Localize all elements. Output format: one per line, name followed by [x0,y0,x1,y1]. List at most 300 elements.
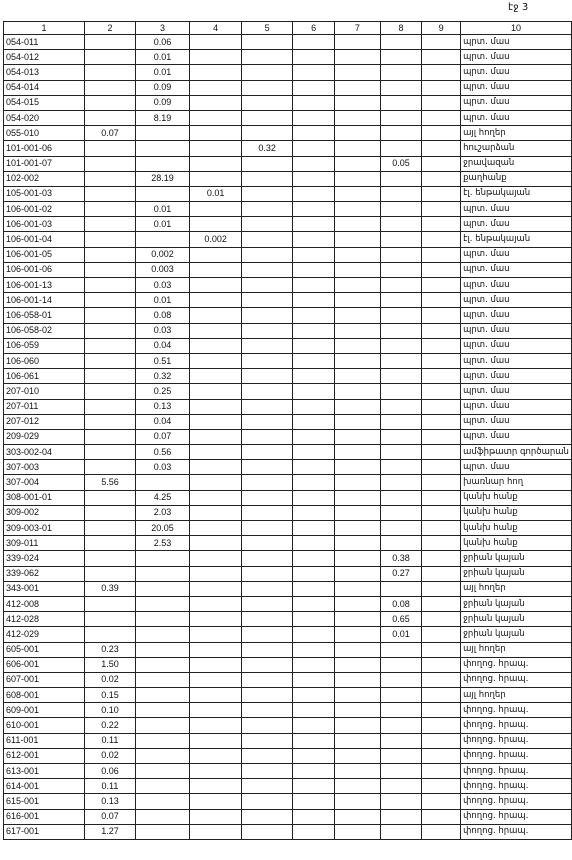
area-cell [242,171,293,186]
area-cell [380,308,421,323]
parcel-code-cell: 055-010 [4,126,85,141]
area-cell [293,338,335,353]
area-cell [242,612,293,627]
table-row [4,50,572,65]
area-cell [190,247,242,262]
land-use-cell: պրտ. մաս [461,293,572,308]
area-cell: 0.13 [84,794,135,809]
area-cell [335,353,381,368]
area-cell [293,445,335,460]
area-cell [293,186,335,201]
area-cell: 0.01 [190,186,242,201]
area-cell: 4.25 [135,490,189,505]
area-cell [190,65,242,80]
area-cell [335,110,381,125]
land-use-cell: այլ հողեր [461,688,572,703]
area-cell [335,50,381,65]
area-cell [380,642,421,657]
area-cell [422,171,461,186]
area-cell: 0.06 [84,764,135,779]
area-cell [135,794,189,809]
area-cell [135,703,189,718]
area-cell [190,414,242,429]
area-cell [242,414,293,429]
area-cell [242,293,293,308]
area-cell [190,460,242,475]
land-register-table [3,21,572,840]
area-cell [335,505,381,520]
area-cell [380,581,421,596]
table-row [4,490,572,505]
area-cell: 1.27 [84,824,135,839]
area-cell [293,536,335,551]
area-cell [135,186,189,201]
area-cell [422,445,461,460]
area-cell [84,429,135,444]
parcel-code-cell: 054-014 [4,80,85,95]
table-row [4,232,572,247]
area-cell: 0.09 [135,95,189,110]
area-cell [422,809,461,824]
land-use-cell: պրտ. մաս [461,95,572,110]
area-cell [242,262,293,277]
area-cell [84,505,135,520]
area-cell: 0.15 [84,688,135,703]
area-cell [335,202,381,217]
area-cell [380,247,421,262]
area-cell [84,202,135,217]
area-cell: 0.06 [135,35,189,50]
area-cell [135,566,189,581]
table-row [4,521,572,536]
table-row [4,278,572,293]
area-cell [335,581,381,596]
area-cell [293,399,335,414]
parcel-code-cell: 605-001 [4,642,85,657]
area-cell: 28.19 [135,171,189,186]
area-cell [190,308,242,323]
land-use-cell: պրտ. մաս [461,308,572,323]
area-cell [190,80,242,95]
area-cell [293,353,335,368]
area-cell [335,247,381,262]
area-cell [190,794,242,809]
parcel-code-cell: 303-002-04 [4,445,85,460]
parcel-code-cell: 412-028 [4,612,85,627]
area-cell [242,521,293,536]
area-cell [242,551,293,566]
table-row [4,323,572,338]
area-cell [135,232,189,247]
parcel-code-cell: 308-001-01 [4,490,85,505]
area-cell [293,369,335,384]
area-cell [84,596,135,611]
area-cell: 2.03 [135,505,189,520]
area-cell [335,384,381,399]
area-cell [335,764,381,779]
area-cell [380,186,421,201]
parcel-code-cell: 412-029 [4,627,85,642]
table-row [4,293,572,308]
land-use-cell: կանխ հանք [461,505,572,520]
area-cell [335,186,381,201]
area-cell [84,308,135,323]
area-cell [380,794,421,809]
area-cell [293,202,335,217]
area-cell [422,794,461,809]
table-row [4,429,572,444]
area-cell [293,642,335,657]
table-row [4,733,572,748]
area-cell [293,475,335,490]
area-cell [380,809,421,824]
table-row [4,247,572,262]
table-row [4,703,572,718]
area-cell [335,338,381,353]
area-cell [242,186,293,201]
area-cell [293,521,335,536]
area-cell [293,824,335,839]
column-header: 5 [242,22,293,35]
parcel-code-cell: 309-011 [4,536,85,551]
area-cell [335,65,381,80]
area-cell [242,536,293,551]
area-cell [190,475,242,490]
area-cell [242,445,293,460]
area-cell [422,353,461,368]
land-use-cell: պրտ. մաս [461,414,572,429]
land-use-cell: պրտ. մաս [461,262,572,277]
area-cell [422,156,461,171]
table-body [4,35,572,840]
area-cell: 0.07 [84,809,135,824]
area-cell [242,384,293,399]
area-cell [293,809,335,824]
parcel-code-cell: 054-020 [4,110,85,125]
area-cell [335,521,381,536]
area-cell [190,156,242,171]
area-cell [422,718,461,733]
table-row [4,718,572,733]
area-cell [242,733,293,748]
area-cell [422,703,461,718]
column-header: 4 [190,22,242,35]
parcel-code-cell: 106-001-05 [4,247,85,262]
area-cell [422,460,461,475]
area-cell [293,748,335,763]
parcel-code-cell: 612-001 [4,748,85,763]
area-cell: 0.10 [84,703,135,718]
parcel-code-cell: 307-003 [4,460,85,475]
area-cell [242,126,293,141]
area-cell [242,764,293,779]
table-row [4,581,572,596]
area-cell [293,247,335,262]
land-use-cell: քաղհանք [461,171,572,186]
area-cell [422,278,461,293]
land-use-cell: փողոց. հրապ. [461,672,572,687]
area-cell [293,657,335,672]
area-cell [190,445,242,460]
area-cell [190,824,242,839]
area-cell: 0.08 [135,308,189,323]
column-header: 6 [293,22,335,35]
area-cell [293,733,335,748]
column-header: 9 [422,22,461,35]
area-cell [335,141,381,156]
area-cell [242,278,293,293]
land-use-cell: ջրիան կայան [461,551,572,566]
land-use-cell: պրտ. մաս [461,353,572,368]
parcel-code-cell: 106-059 [4,338,85,353]
area-cell [293,141,335,156]
parcel-code-cell: 609-001 [4,703,85,718]
area-cell [335,703,381,718]
area-cell [380,126,421,141]
table-row [4,308,572,323]
area-cell [422,323,461,338]
land-use-cell: փողոց. հրապ. [461,703,572,718]
area-cell: 0.03 [135,323,189,338]
area-cell [422,612,461,627]
area-cell [293,323,335,338]
area-cell [335,536,381,551]
area-cell [335,688,381,703]
land-use-cell: պրտ. մաս [461,338,572,353]
area-cell [84,232,135,247]
parcel-code-cell: 207-010 [4,384,85,399]
area-cell: 0.07 [84,126,135,141]
area-cell [422,596,461,611]
area-cell [135,748,189,763]
area-cell: 0.02 [84,748,135,763]
area-cell: 0.22 [84,718,135,733]
area-cell [422,536,461,551]
area-cell: 0.002 [190,232,242,247]
area-cell: 0.27 [380,566,421,581]
parcel-code-cell: 339-024 [4,551,85,566]
area-cell: 0.01 [135,202,189,217]
area-cell [422,247,461,262]
area-cell [335,809,381,824]
area-cell [242,65,293,80]
area-cell [422,505,461,520]
area-cell [293,126,335,141]
table-row [4,612,572,627]
area-cell [293,35,335,50]
area-cell [135,779,189,794]
area-cell [422,627,461,642]
area-cell [242,809,293,824]
area-cell [422,764,461,779]
area-cell [380,779,421,794]
area-cell [380,718,421,733]
table-row [4,399,572,414]
area-cell [380,657,421,672]
parcel-code-cell: 608-001 [4,688,85,703]
area-cell [135,672,189,687]
area-cell [293,308,335,323]
area-cell [84,627,135,642]
area-cell [190,323,242,338]
area-cell [190,384,242,399]
land-use-cell: այլ հողեր [461,642,572,657]
area-cell [84,323,135,338]
area-cell [422,824,461,839]
area-cell [190,521,242,536]
area-cell [190,399,242,414]
area-cell [190,672,242,687]
parcel-code-cell: 611-001 [4,733,85,748]
column-header: 8 [380,22,421,35]
area-cell [293,460,335,475]
area-cell [335,566,381,581]
area-cell [422,232,461,247]
table-row [4,338,572,353]
area-cell [135,581,189,596]
area-cell [84,338,135,353]
area-cell: 0.13 [135,399,189,414]
area-cell [380,65,421,80]
area-cell [190,50,242,65]
area-cell [293,110,335,125]
area-cell [335,399,381,414]
parcel-code-cell: 106-061 [4,369,85,384]
area-cell [293,794,335,809]
area-cell [190,35,242,50]
table-row [4,110,572,125]
area-cell: 2.53 [135,536,189,551]
area-cell [242,232,293,247]
area-cell [335,323,381,338]
parcel-code-cell: 307-004 [4,475,85,490]
parcel-code-cell: 617-001 [4,824,85,839]
area-cell [84,156,135,171]
land-use-cell: ջրիան կայան [461,596,572,611]
parcel-code-cell: 105-001-03 [4,186,85,201]
area-cell [422,262,461,277]
table-row [4,80,572,95]
area-cell [422,80,461,95]
area-cell [335,657,381,672]
area-cell [242,80,293,95]
area-cell [380,232,421,247]
area-cell [335,794,381,809]
area-cell [422,338,461,353]
area-cell: 0.25 [135,384,189,399]
parcel-code-cell: 207-012 [4,414,85,429]
area-cell [190,657,242,672]
land-use-cell: պրտ. մաս [461,278,572,293]
area-cell [422,308,461,323]
area-cell [293,672,335,687]
area-cell [135,688,189,703]
area-cell [335,217,381,232]
area-cell [422,521,461,536]
land-use-cell: էլ. ենթակայան [461,186,572,201]
table-row [4,460,572,475]
area-cell [135,733,189,748]
area-cell [380,338,421,353]
area-cell [135,551,189,566]
land-use-cell: այլ հողեր [461,581,572,596]
area-cell [335,369,381,384]
area-cell: 5.56 [84,475,135,490]
land-use-cell: փողոց. հրապ. [461,809,572,824]
table-row [4,824,572,839]
area-cell [190,551,242,566]
area-cell: 1.50 [84,657,135,672]
area-cell: 0.51 [135,353,189,368]
area-cell: 0.08 [380,596,421,611]
table-row [4,809,572,824]
table-row [4,445,572,460]
area-cell [190,764,242,779]
column-header: 2 [84,22,135,35]
area-cell [293,688,335,703]
area-cell [335,460,381,475]
table-row [4,186,572,201]
area-cell [293,278,335,293]
area-cell [242,748,293,763]
area-cell [190,566,242,581]
area-cell [135,156,189,171]
area-cell [84,369,135,384]
area-cell [242,247,293,262]
area-cell [190,779,242,794]
area-cell [190,627,242,642]
area-cell [242,50,293,65]
area-cell [84,50,135,65]
area-cell [380,490,421,505]
parcel-code-cell: 309-002 [4,505,85,520]
area-cell [293,581,335,596]
area-cell [84,566,135,581]
area-cell [135,596,189,611]
area-cell [380,764,421,779]
area-cell [380,202,421,217]
area-cell [380,688,421,703]
table-row [4,384,572,399]
area-cell [422,35,461,50]
area-cell [335,262,381,277]
area-cell: 0.38 [380,551,421,566]
land-use-cell: փողոց. հրապ. [461,794,572,809]
area-cell: 0.003 [135,262,189,277]
area-cell [380,35,421,50]
area-cell [84,293,135,308]
area-cell: 0.32 [242,141,293,156]
area-cell [422,369,461,384]
area-cell [422,642,461,657]
table-row [4,642,572,657]
table-row [4,141,572,156]
land-use-cell: փողոց. հրապ. [461,764,572,779]
area-cell [335,672,381,687]
column-header: 3 [135,22,189,35]
table-row [4,202,572,217]
area-cell [380,110,421,125]
area-cell [380,384,421,399]
area-cell [422,399,461,414]
area-cell [335,278,381,293]
parcel-code-cell: 054-011 [4,35,85,50]
land-use-cell: այլ հողեր [461,126,572,141]
area-cell [242,460,293,475]
area-cell: 0.05 [380,156,421,171]
area-cell [380,278,421,293]
area-cell [380,748,421,763]
